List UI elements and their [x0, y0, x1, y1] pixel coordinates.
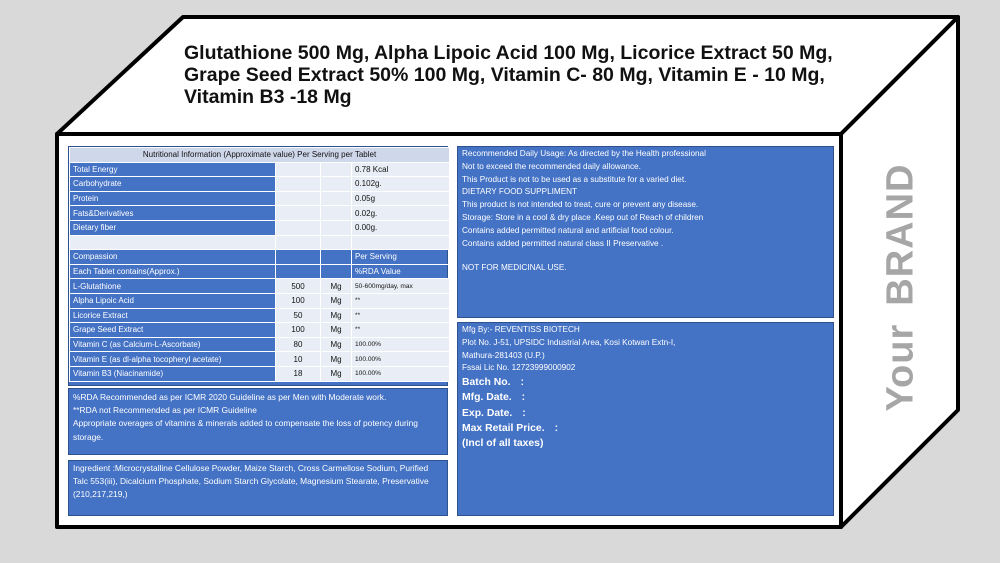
taxes-note: (Incl of all taxes)	[462, 438, 544, 450]
blank-row	[70, 235, 450, 250]
nutrition-row: Dietary fiber 0.00g.	[70, 220, 450, 235]
nutrition-row: Fats&Derivatives 0.02g.	[70, 206, 450, 221]
usage-line: This product is not intended to treat, cure or prevent any disease.	[462, 200, 699, 210]
usage-line: Not to exceed the recommended daily allowance.	[462, 161, 641, 171]
nutrition-table	[69, 147, 450, 382]
rda-note-line: Appropriate overages of vitamins & minerals added to compensate the loss of potency during storage.	[73, 418, 418, 442]
not-medicinal-label: NOT FOR MEDICINAL USE.	[462, 263, 567, 273]
product-title: Glutathione 500 Mg, Alpha Lipoic Acid 100 Mg, Licorice Extract 50 Mg, Grape Seed Extract 50% 100 Mg, Vitamin C- 80 Mg, Vitamin E - 10 Mg, Vitamin B3 -18 Mg	[184, 42, 833, 108]
nutrition-panel	[68, 146, 448, 386]
ingredient-row: Grape Seed Extract 100 Mg **	[70, 323, 450, 338]
nutrition-row: Carbohydrate 0.102g.	[70, 177, 450, 192]
mfg-address: Plot No. J-51, UPSIDC Industrial Area, Kosi Kotwan Extn-I,	[462, 337, 676, 347]
mfg-by: Mfg By:- REVENTISS BIOTECH	[462, 325, 580, 334]
composition-row-2: Each Tablet contains(Approx.) %RDA Value	[70, 264, 450, 279]
usage-line: This Product is not to be used as a substitute for a varied diet.	[462, 174, 687, 184]
mfg-address: Mathura-281403 (U.P.)	[462, 350, 545, 360]
ingredient-row: Vitamin E (as dl-alpha tocopheryl acetate) 10 Mg 100.00%	[70, 352, 450, 367]
mrp-field: Max Retail Price. :	[462, 423, 559, 435]
ingredient-panel	[68, 460, 448, 516]
rda-note-line: **RDA not Recommended as per ICMR Guideline	[73, 405, 257, 416]
nutrition-row: Protein 0.05g	[70, 191, 450, 206]
rda-note-panel	[68, 388, 448, 455]
ingredient-row: Vitamin C (as Calcium-L-Ascorbate) 80 Mg 100.00%	[70, 337, 450, 352]
ingredient-row: Vitamin B3 (Niacinamide) 18 Mg 100.00%	[70, 366, 450, 381]
composition-row-1: Compassion Per Serving	[70, 250, 450, 265]
manufacturer-panel	[457, 322, 834, 516]
ingredient-row: Licorice Extract 50 Mg **	[70, 308, 450, 323]
exp-date-field: Exp. Date. :	[462, 407, 526, 419]
brand-word-your: Your	[879, 323, 922, 412]
ingredient-row: Alpha Lipoic Acid 100 Mg **	[70, 293, 450, 308]
usage-line: Contains added permitted natural and artificial food colour.	[462, 225, 674, 235]
nutrition-header: Nutritional Information (Approximate value) Per Serving per Tablet	[70, 148, 450, 163]
usage-line: Contains added permitted natural class II Preservative .	[462, 238, 664, 248]
usage-line: Recommended Daily Usage: As directed by the Health professional	[462, 149, 706, 158]
usage-panel	[457, 146, 834, 318]
batch-no-field: Batch No. :	[462, 377, 524, 389]
rda-note-line: %RDA Recommended as per ICMR 2020 Guideline as per Men with Moderate work.	[73, 392, 387, 402]
brand-word-brand: BRAND	[879, 163, 922, 306]
brand-label	[880, 140, 922, 435]
nutrition-row: Total Energy 0.78 Kcal	[70, 162, 450, 177]
usage-line: DIETARY FOOD SUPPLIMENT	[462, 187, 578, 197]
ingredient-row: L-Glutathione 500 Mg 50-600mg/day, max	[70, 279, 450, 294]
mfg-date-field: Mfg. Date. :	[462, 392, 526, 404]
fssai-license: Fssai Lic No. 12723999000902	[462, 363, 576, 373]
ingredient-text: Ingredient :Microcrystalline Cellulose Powder, Maize Starch, Cross Carmellose Sodium, Purified Talc 553(iii), Dicalcium Phosphate, Sodium Starch Glycolate, Magnesium Stearate, Preservative (210,217,219,)	[73, 463, 429, 499]
usage-line: Storage: Store in a cool & dry place .Keep out of Reach of children	[462, 212, 704, 222]
